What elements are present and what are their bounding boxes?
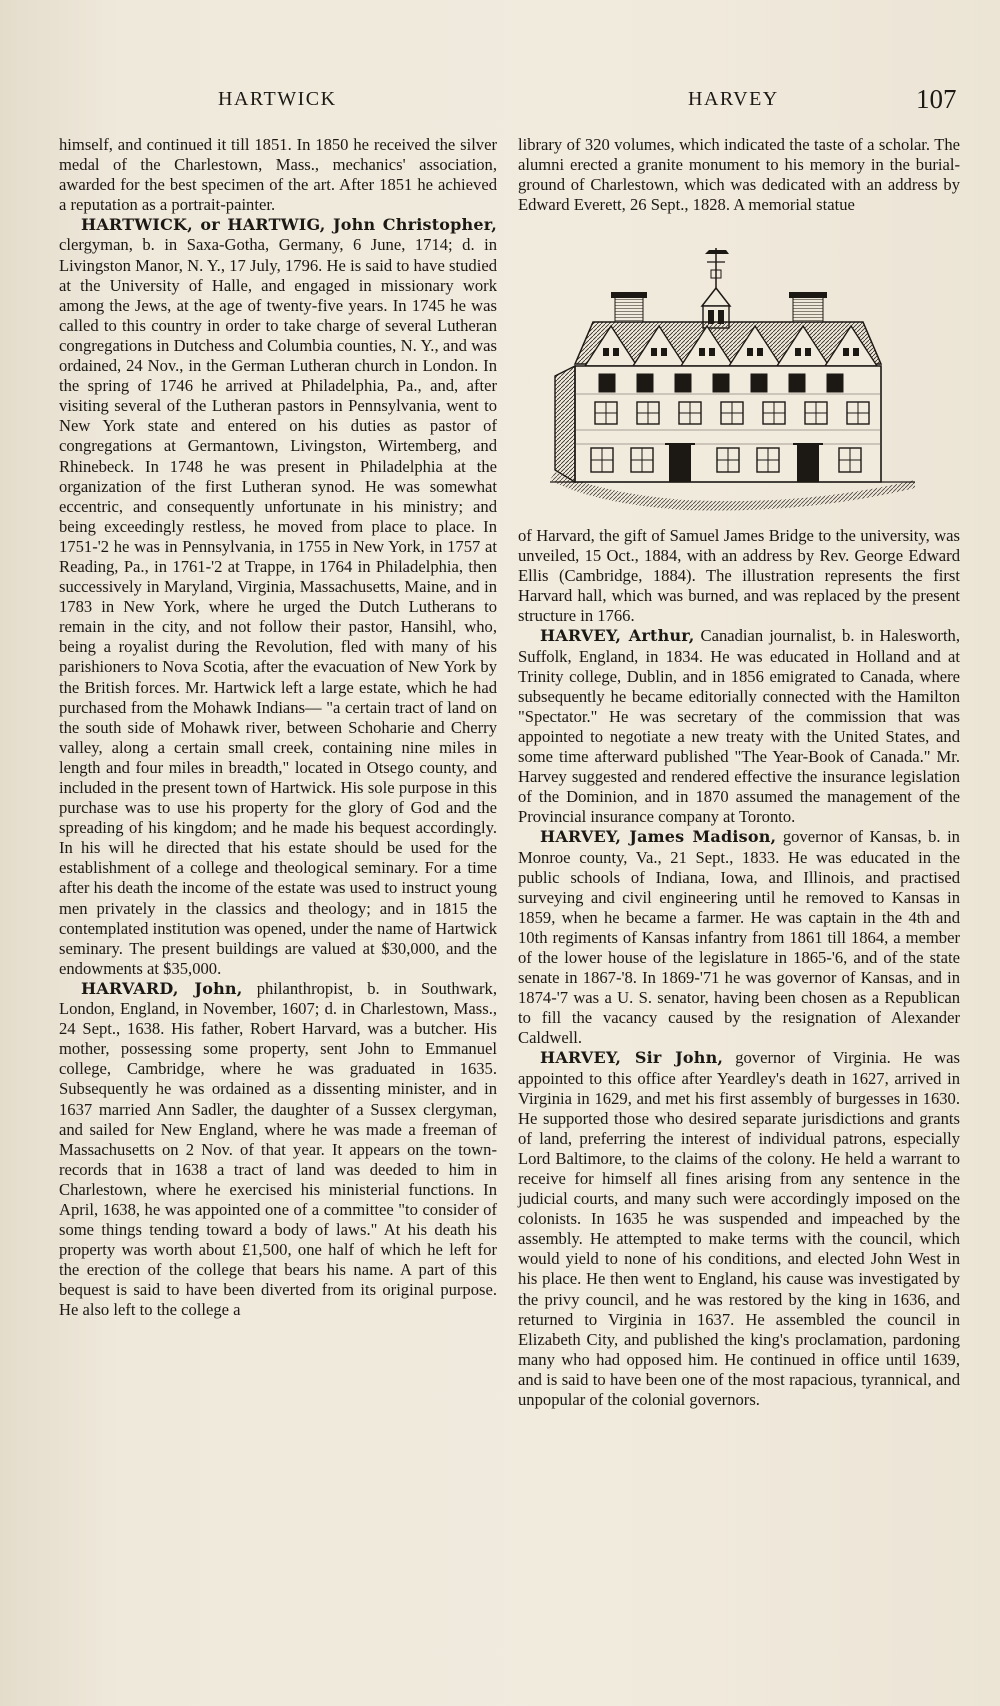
header-left-word: HARTWICK <box>218 88 337 110</box>
entry-heading: HARVEY, James Madison, <box>540 827 777 847</box>
entry-heading: HARVARD, John, <box>81 978 243 998</box>
continued-paragraph: himself, and continued it till 1851. In 1850 he received the silver medal of the Charlestown, Mass., mechanics' association, awarded for the best specimen of the art. After 1851 he achieved a reputation as a portrait-painter. <box>59 135 497 215</box>
continued-paragraph: of Harvard, the gift of Samuel James Bridge to the university, was unveiled, 15 Oct., 1884, with an address by Rev. George Edward Ellis (Cambridge, 1884). The illustration represents the first Harvard hall, which was burned, and was replaced by the present structure in 1766. <box>518 526 960 626</box>
header-right-word: HARVEY <box>688 88 779 110</box>
entry-body: Canadian journalist, b. in Halesworth, Suffolk, England, in 1834. He was educated in Holland and at Trinity college, Dublin, and in 1856 emigrated to Canada, where subsequently he became editorially connected with the Hamilton "Spectator." He was secretary of the commission that was appointed to negotiate a new treaty with the United States, and some time afterward published "The Year-Book of Canada." Mr. Harvey suggested and rendered effective the insurance legislation of the Dominion, and in 1870 assumed the management of the Provincial insurance company at Toronto. <box>518 626 960 827</box>
entry-harvey-john <box>518 1048 960 1410</box>
entry-body: clergyman, b. in Saxa-Gotha, Germany, 6 June, 1714; d. in Livingston Manor, N. Y., 17 July, 1796. He is said to have studied at the University of Halle, and engaged in missionary work among the Jews, at the age of twenty-five years. In 1745 he was called to this country in order to take charge of several Lutheran congregations in Dutchess and Columbia counties, N. Y., and was ordained, 24 Nov., in the German Lutheran church in London. In the spring of 1746 he arrived at Philadelphia, Pa., and, after visiting several of the Lutheran pastors in Pennsylvania, went to New York state and entered on his duties as pastor of congregations at Germantown, Livingston, Wirtemberg, and Rhinebeck. In 1748 he was present in Philadelphia at the organization of the first Lutheran synod. He was somewhat eccentric, and consequently unfortunate in his ministry; and being exceedingly restless, he moved from place to place. In 1751-'2 he was in Pennsylvania, in 1755 in New York, in 1757 at Reading, Pa., in 1761-'2 at Trappe, in 1764 in Philadelphia, then successively in Maryland, Virginia, Massachusetts, Maine, and in 1783 in New York, where he urged the Dutch Lutherans to remain in the city, and not follow their pastor, Hansihl, who, being a royalist during the Revolution, fled with many of his parishioners to Nova Scotia, after the evacuation of New York by the British forces. Mr. Hartwick left a large estate, which he had purchased from the Mohawk Indians— "a certain tract of land on the south side of Mohawk river, between Schoharie and Cherry valley, along a certain small creek, containing nine miles in length and four miles in breadth," located in Otsego county, and included in the present town of Hartwick. His sole purpose in this purchase was to use his property for the glory of God and the spreading of his kingdom; and he made his bequest accordingly. In his will he directed that his estate should be used for the establishment of a college and theological seminary. For a time after his death the income of the estate was used to instruct young men privately in the classics and theology; and in 1815 the contemplated institution was opened, under the name of Hartwick seminary. The present buildings are valued at $30,000, and the endowments at $35,000. <box>59 235 497 978</box>
right-column-bottom <box>518 526 960 1410</box>
entry-body: philanthropist, b. in Southwark, London, England, in November, 1607; d. in Charlestown, Mass., 24 Sept., 1638. His father, Robert Harvard, was a butcher. His mother, possessing some property, sent John to Emmanuel college, Cambridge, where he was graduated in 1635. Subsequently he was ordained as a dissenting minister, and in 1637 married Ann Sadler, the daughter of a Sussex clergyman, and sailed for New England, where he was made a freeman of Massachusetts on 2 Nov. of that year. It appears on the town-records that in 1638 a tract of land was deeded to him in Charlestown, where he exercised his ministerial functions. In April, 1638, he was appointed one of a committee "to consider of some things tending toward a body of laws." At his death his property was worth about £1,500, one half of which he left for the erection of the college that bears his name. A part of this bequest is said to have been diverted from its original purpose. He also left to the college a <box>59 978 498 1320</box>
entry-harvard <box>59 979 497 1321</box>
entry-harvey-james <box>518 827 960 1048</box>
right-column-top <box>518 135 960 215</box>
entry-hartwick <box>59 215 497 979</box>
continued-paragraph: library of 320 volumes, which indicated the taste of a scholar. The alumni erected a granite monument to his memory in the burial-ground of Charlestown, which was dedicated with an address by Edward Everett, 26 Sept., 1828. A memorial statue <box>518 135 960 215</box>
entry-heading: HARVEY, Sir John, <box>540 1048 724 1068</box>
running-header <box>0 84 1000 124</box>
entry-body: governor of Virginia. He was appointed to this office after Yeardley's death in 1627, arrived in Virginia in 1629, and met his first assembly of burgesses in 1630. He supported those who desired separate jurisdictions and grants of land, preferring the interest of individual patrons, especially Lord Baltimore, to the claims of the colony. He held a warrant to receive for himself all fines arising from any sentence in the judicial courts, and many such were accordingly imposed on the colonists. In 1635 he was suspended and impeached by the assembly. He attempted to make terms with the council, which would yield to none of his conditions, and elected John West in his place. He then went to England, his cause was investigated by the privy council, and he was restored by the king in 1636, and returned to Virginia in 1637. He assembled the council in Elizabeth City, and published the king's proclamation, pardoning many who had opposed him. He continued in office until 1639, and is said to have been one of the most rapacious, tyrannical, and unpopular of the colonial governors. <box>518 1048 960 1410</box>
entry-heading: HARTWICK, or HARTWIG, John Christopher, <box>81 215 497 235</box>
entry-harvey-arthur <box>518 626 960 827</box>
harvard-hall-illustration <box>545 244 935 514</box>
entry-heading: HARVEY, Arthur, <box>540 626 695 646</box>
page-number: 107 <box>916 84 957 114</box>
entry-body: governor of Kansas, b. in Monroe county, Va., 21 Sept., 1833. He was educated in the public schools of Indiana, Iowa, and Illinois, and practised surveying and civil engineering until he removed to Kansas in 1859, when he became a farmer. He was captain in the 4th and 10th regiments of Kansas infantry from 1861 till 1864, a member of the lower house of the legislature in 1865-'6, and of the state senate in 1867-'8. In 1869-'71 he was governor of Kansas, and in 1874-'7 was a U. S. senator, having been chosen as a Republican to fill the vacancy caused by the resignation of Alexander Caldwell. <box>518 827 960 1048</box>
left-column <box>59 135 497 1321</box>
